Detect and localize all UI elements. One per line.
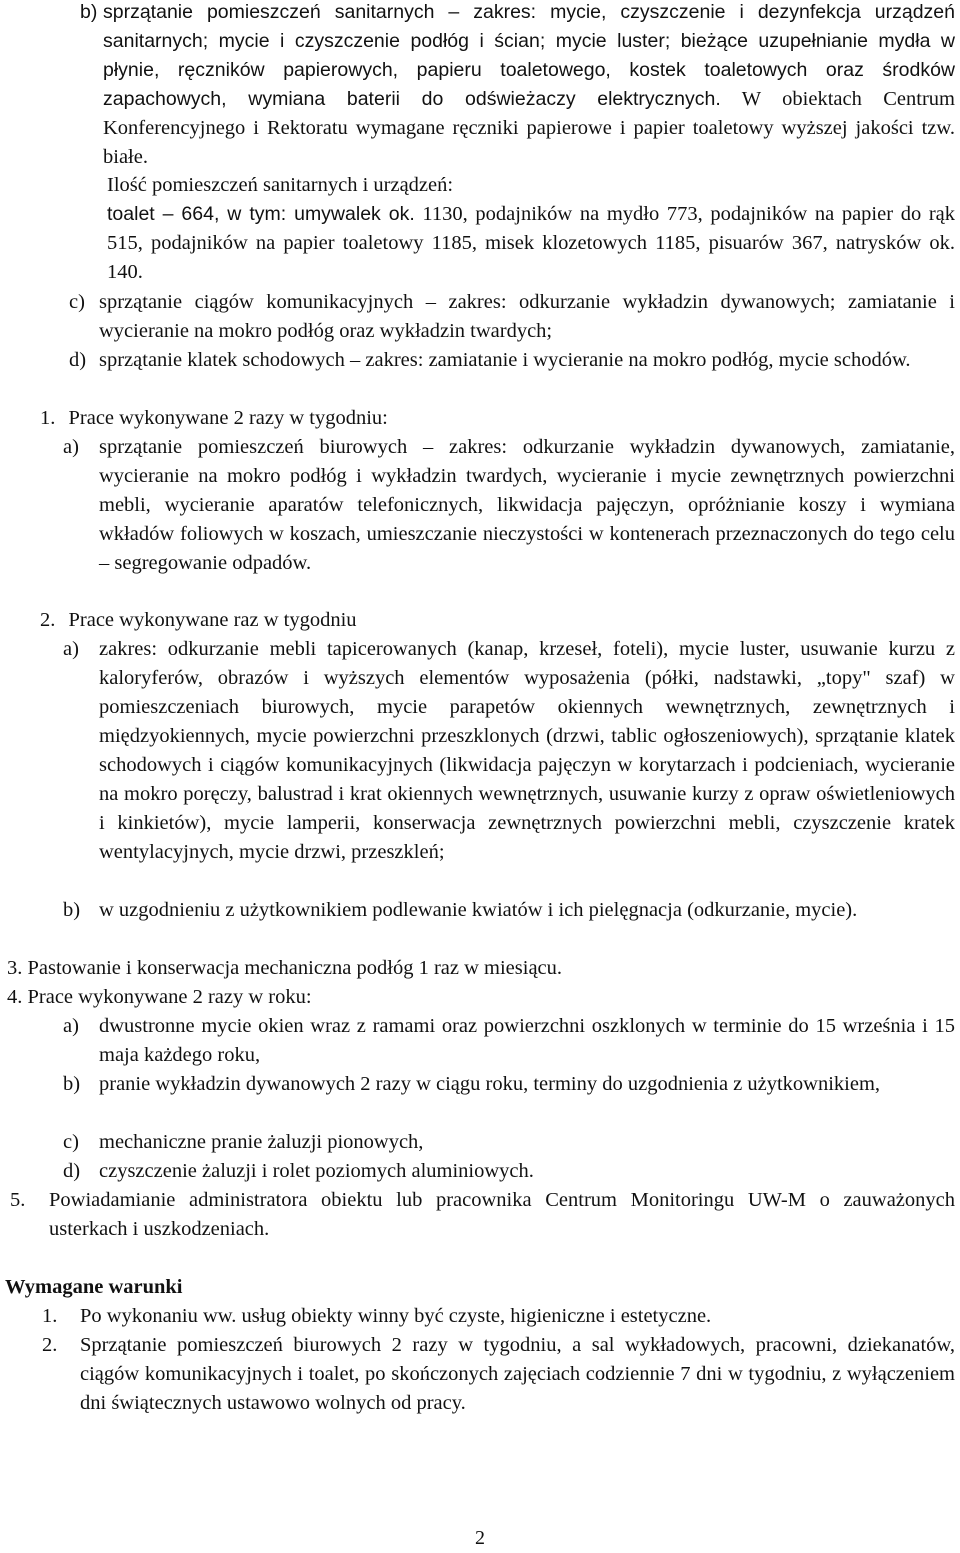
section-4-item-c — [63, 1128, 955, 1157]
section-2-item-b-marker: b) — [63, 899, 81, 921]
section-4-title: 4. Prace wykonywane 2 razy w roku: — [7, 986, 312, 1008]
section-1 — [40, 404, 955, 433]
section-4 — [7, 983, 955, 1012]
section-4-item-d-text: czyszczenie żaluzji i rolet poziomych aluminiowych. — [99, 1160, 534, 1182]
item-d-text: sprzątanie klatek schodowych – zakres: zamiatanie i wycieranie na mokro podłóg, mycie schodów. — [99, 349, 911, 371]
sanitary-count-sans: toalet – 664, w tym: umywalek ok. — [107, 203, 415, 225]
section-2-item-a — [63, 635, 955, 867]
item-b-sanitary — [80, 0, 955, 172]
section-2 — [40, 606, 955, 635]
section-1-item-a-text: sprzątanie pomieszczeń biurowych – zakres: odkurzanie wykładzin dywanowych, zamiatanie, wycieranie na mokro podłóg i wykładzin twardych, wycieranie i mycie zewnętrznych powierzchni mebli, wycieranie aparatów telefonicznych, likwidacja pajęczyn, opróżnianie koszy i wymiana wkładów foliowych w koszach, umieszczanie nieczystości w kontenerach przeznaczonych do tego celu – segregowanie odpadów. — [99, 436, 955, 574]
section-5-marker: 5. — [10, 1189, 26, 1211]
section-2-marker: 2. — [40, 609, 56, 631]
requirements-item-1 — [42, 1302, 955, 1331]
item-b-sans-text: sprzątanie pomieszczeń sanitarnych – zakres: mycie, czyszczenie i dezynfekcja urządzeń sanitarnych; mycie i czyszczenie podłóg i ścian; mycie luster; bieżące uzupełnianie mydła w płynie, ręczników papierowych, papieru toaletowego, kostek toaletowych oraz środków zapachowych, wymiana baterii do odświeżaczy elektrycznych. — [103, 1, 955, 110]
section-2-item-b — [63, 896, 955, 925]
item-c-corridors — [69, 288, 955, 346]
section-2-item-a-marker: a) — [63, 638, 79, 660]
requirements-item-2-text: Sprzątanie pomieszczeń biurowych 2 razy w tygodniu, a sal wykładowych, pracowni, dziekanatów, ciągów komunikacyjnych i toalet, po skończonych zajęciach codziennie 7 dni w tygodniu, z wyłączeniem dni świątecznych ustawowo wolnych od pracy. — [80, 1334, 955, 1414]
section-4-item-a — [63, 1012, 955, 1070]
requirements-item-1-text: Po wykonaniu ww. usług obiekty winny być czyste, higieniczne i estetyczne. — [80, 1305, 712, 1327]
requirements-item-2-marker: 2. — [42, 1334, 58, 1356]
item-b-serif-text: W obiektach Centrum Konferencyjnego i Rektoratu wymagane ręczniki papierowe i papier toaletowy wyższej jakości tzw. białe. — [103, 88, 955, 168]
section-4-item-b-text: pranie wykładzin dywanowych 2 razy w ciągu roku, terminy do uzgodnienia z użytkownikiem, — [99, 1073, 881, 1095]
sanitary-count-body — [107, 200, 955, 287]
section-5-text: Powiadamianie administratora obiektu lub pracownika Centrum Monitoringu UW-M o zauważonych usterkach i uszkodzeniach. — [49, 1189, 955, 1240]
section-4-item-b-marker: b) — [63, 1073, 81, 1095]
item-c-marker: c) — [69, 291, 85, 313]
requirements-heading-text: Wymagane warunki — [5, 1276, 183, 1298]
sanitary-count — [107, 171, 955, 287]
section-1-title: Prace wykonywane 2 razy w tygodniu: — [68, 407, 388, 429]
section-3 — [7, 954, 955, 983]
item-d-stairs — [69, 346, 955, 375]
requirements-item-2 — [42, 1331, 955, 1418]
section-4-item-d-marker: d) — [63, 1160, 81, 1182]
section-1-marker: 1. — [40, 407, 56, 429]
section-5 — [10, 1186, 955, 1244]
section-4-item-a-text: dwustronne mycie okien wraz z ramami oraz powierzchni oszklonych w terminie do 15 września i 15 maja każdego roku, — [99, 1015, 955, 1066]
section-3-text: 3. Pastowanie i konserwacja mechaniczna podłóg 1 raz w miesiącu. — [7, 957, 563, 979]
section-1-item-a-marker: a) — [63, 436, 79, 458]
sanitary-count-heading: Ilość pomieszczeń sanitarnych i urządzeń: — [107, 174, 454, 196]
item-d-marker: d) — [69, 349, 87, 371]
section-2-item-b-text: w uzgodnieniu z użytkownikiem podlewanie kwiatów i ich pielęgnacja (odkurzanie, mycie). — [99, 899, 858, 921]
section-4-item-d — [63, 1157, 955, 1186]
section-2-title: Prace wykonywane raz w tygodniu — [68, 609, 357, 631]
sanitary-count-serif: 1130, podajników na mydło 773, podajników na papier do rąk 515, podajników na papier toaletowy 1185, misek klozetowych 1185, pisuarów 367, natrysków ok. 140. — [107, 203, 956, 283]
section-1-item-a — [63, 433, 955, 578]
requirements-heading — [5, 1273, 905, 1302]
section-4-item-b — [63, 1070, 955, 1099]
item-b-marker: b) — [80, 1, 98, 23]
item-c-text: sprzątanie ciągów komunikacyjnych – zakres: odkurzanie wykładzin dywanowych; zamiatanie i wycieranie na mokro podłóg oraz wykładzin twardych; — [99, 291, 955, 342]
section-4-item-c-marker: c) — [63, 1131, 79, 1153]
section-4-item-a-marker: a) — [63, 1015, 79, 1037]
section-4-item-c-text: mechaniczne pranie żaluzji pionowych, — [99, 1131, 424, 1153]
section-2-item-a-text: zakres: odkurzanie mebli tapicerowanych (kanap, krzeseł, foteli), mycie luster, usuwanie kurzu z kaloryferów, obrazów i wyższych elementów wyposażenia (półki, nadstawki, „topy" szaf) w pomieszczeniach biurowych, mycie parapetów okiennych wewnętrznych, zewnętrznych i międzyokiennych, mycie powierzchni przeszklonych (drzwi, tablic ogłoszeniowych), sprzątanie klatek schodowych i ciągów komunikacyjnych (likwidacja pajęczyn w korytarzach i podcieniach, wycieranie na mokro poręczy, balustrad i krat okiennych wewnętrznych, usuwanie kurzy z opraw oświetleniowych i kinkietów), mycie lamperii, konserwacja zewnętrznych powierzchni mebli, czyszczenie kratek wentylacyjnych, mycie drzwi, przeszkleń; — [99, 638, 955, 863]
requirements-item-1-marker: 1. — [42, 1305, 58, 1327]
page-number: 2 — [475, 1527, 485, 1549]
